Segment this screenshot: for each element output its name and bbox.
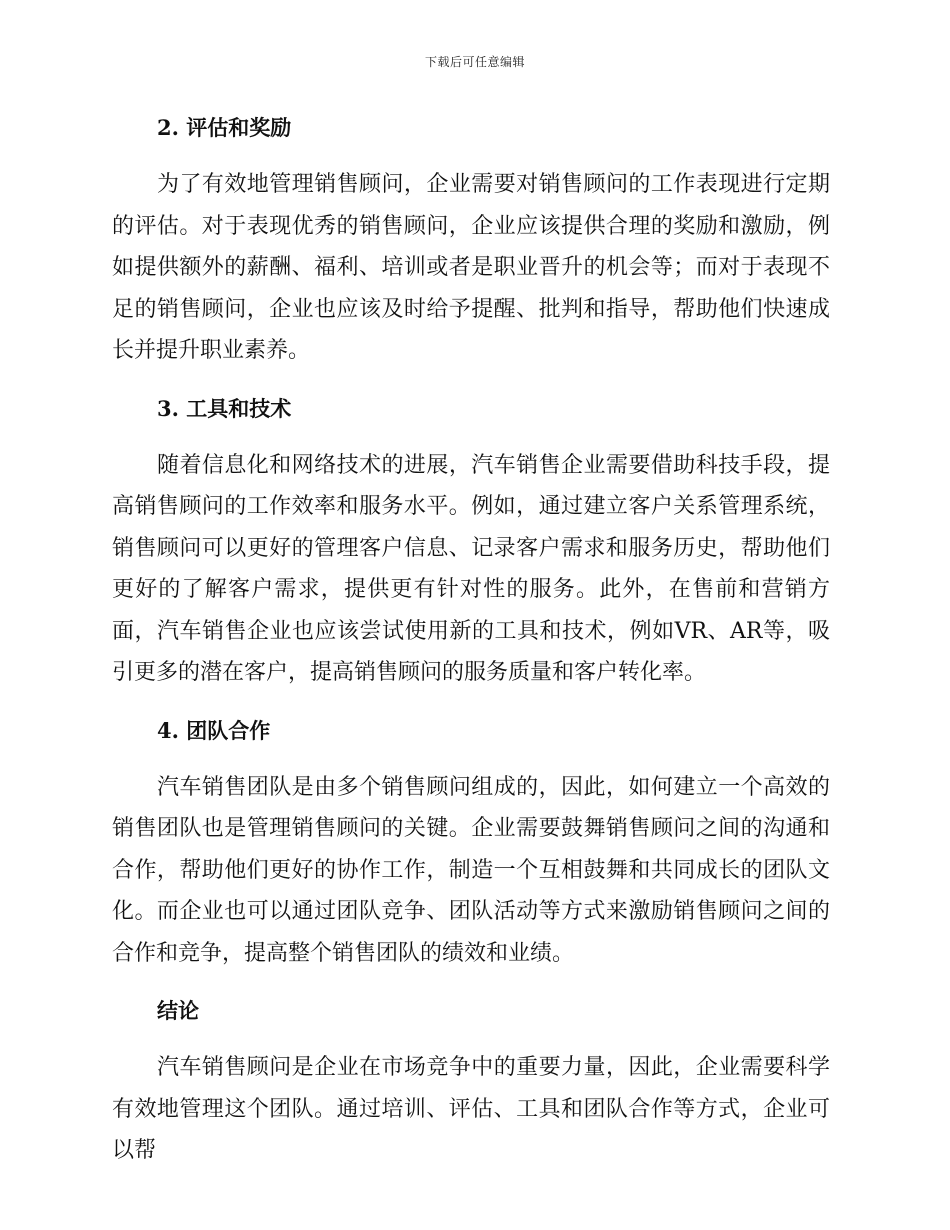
section-heading: 3. 工具和技术	[157, 395, 292, 421]
section-team-cooperation	[112, 709, 830, 975]
section-conclusion	[112, 989, 830, 1172]
section-heading: 4. 团队合作	[157, 717, 271, 743]
section-heading: 2. 评估和奖励	[157, 115, 292, 140]
section-evaluation-rewards	[112, 106, 830, 372]
download-edit-note: 下载后可任意编辑	[424, 55, 525, 69]
section-paragraph: 为了有效地管理销售顾问，企业需要对销售顾问的工作表现进行定期的评估。对于表现优秀的销售顾问，企业应该提供合理的奖励和激励，例如提供额外的薪酬、福利、培训或者是职业晋升的机会等；而对于表现不足的销售顾问，企业也应该及时给予提醒、批判和指导，帮助他们快速成长并提升职业素养。	[112, 172, 830, 363]
section-paragraph: 汽车销售顾问是企业在市场竞争中的重要力量，因此，企业需要科学有效地管理这个团队。通过培训、评估、工具和团队合作等方式，企业可以帮	[112, 1055, 830, 1163]
section-paragraph: 汽车销售团队是由多个销售顾问组成的，因此，如何建立一个高效的销售团队也是管理销售顾问的关键。企业需要鼓舞销售顾问之间的沟通和合作，帮助他们更好的协作工作，制造一个互相鼓舞和共同成长的团队文化。而企业也可以通过团队竞争、团队活动等方式来激励销售顾问之间的合作和竞争，提高整个销售团队的绩效和业绩。	[112, 774, 830, 966]
section-heading: 结论	[157, 998, 199, 1023]
section-paragraph: 随着信息化和网络技术的进展，汽车销售企业需要借助科技手段，提高销售顾问的工作效率和服务水平。例如，通过建立客户关系管理系统，销售顾问可以更好的管理客户信息、记录客户需求和服务历史，帮助他们更好的了解客户需求，提供更有针对性的服务。此外，在售前和营销方面，汽车销售企业也应该尝试使用新的工具和技术，例如VR、AR等，吸引更多的潜在客户，提高销售顾问的服务质量和客户转化率。	[112, 452, 830, 685]
document-content	[112, 106, 830, 1187]
section-tools-technology	[112, 387, 830, 694]
